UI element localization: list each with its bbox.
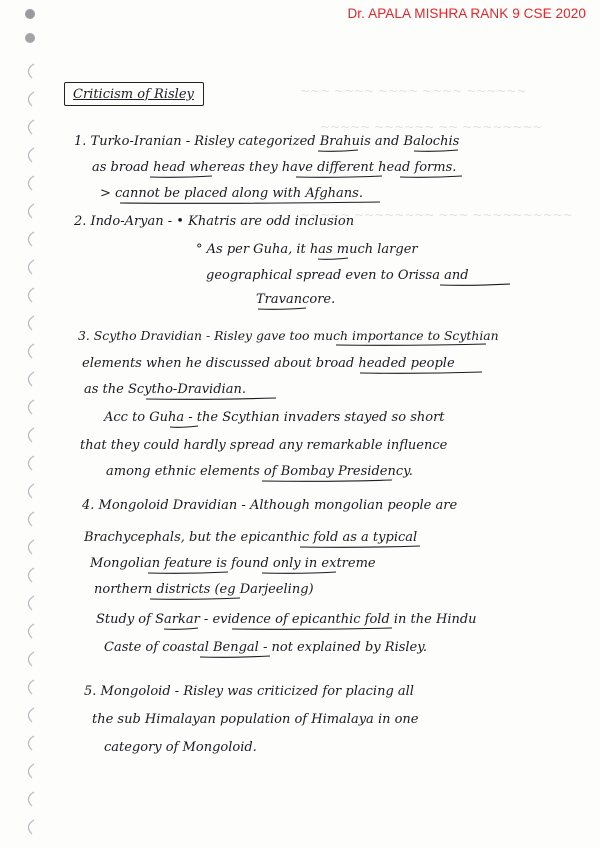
line-17: northern districts (eg Darjeeling)	[94, 582, 314, 597]
line-20: 5. Mongoloid - Risley was criticized for placing all	[84, 684, 414, 699]
line-18: Study of Sarkar - evidence of epicanthic fold in the Hindu	[96, 612, 477, 627]
line-21: the sub Himalayan population of Himalaya in one	[92, 712, 419, 727]
line-13: among ethnic elements of Bombay Presidency.	[106, 464, 413, 479]
line-2: as broad head whereas they have different head forms.	[92, 160, 457, 175]
line-15: Brachycephals, but the epicanthic fold as a typical	[84, 530, 418, 545]
line-10: as the Scytho-Dravidian.	[84, 382, 246, 397]
line-19: Caste of coastal Bengal - not explained by Risley.	[104, 640, 427, 655]
section-title: Criticism of Risley	[64, 82, 204, 106]
line-16: Mongolian feature is found only in extreme	[90, 556, 376, 571]
line-11: Acc to Guha - the Scythian invaders stayed so short	[104, 410, 445, 425]
line-7: Travancore.	[256, 292, 336, 307]
line-4: 2. Indo-Aryan - • Khatris are odd inclusion	[74, 214, 355, 229]
line-1: 1. Turko-Iranian - Risley categorized Brahuis and Balochis	[74, 134, 460, 149]
line-14: 4. Mongoloid Dravidian - Although mongolian people are	[82, 498, 458, 513]
bleed-through: ~~~~~ ~~~~~~ ~~ ~~~~~~~~	[320, 120, 543, 134]
line-8: 3. Scytho Dravidian - Risley gave too much importance to Scythian	[78, 328, 499, 343]
line-5: ° As per Guha, it has much larger	[196, 242, 418, 257]
bleed-through: ~~~~~ ~~~~~~~~ ~~~ ~~~~~~~~~~	[300, 208, 573, 222]
line-3: > cannot be placed along with Afghans.	[100, 186, 363, 201]
line-12: that they could hardly spread any remarkable influence	[80, 438, 448, 453]
line-22: category of Mongoloid.	[104, 740, 257, 755]
watermark: Dr. APALA MISHRA RANK 9 CSE 2020	[347, 6, 586, 21]
bleed-through: ~~~ ~~~~ ~~~~ ~~~~ ~~~~~~	[300, 84, 527, 98]
line-6: geographical spread even to Orissa and	[206, 268, 469, 283]
line-9: elements when he discussed about broad headed people	[82, 356, 455, 371]
